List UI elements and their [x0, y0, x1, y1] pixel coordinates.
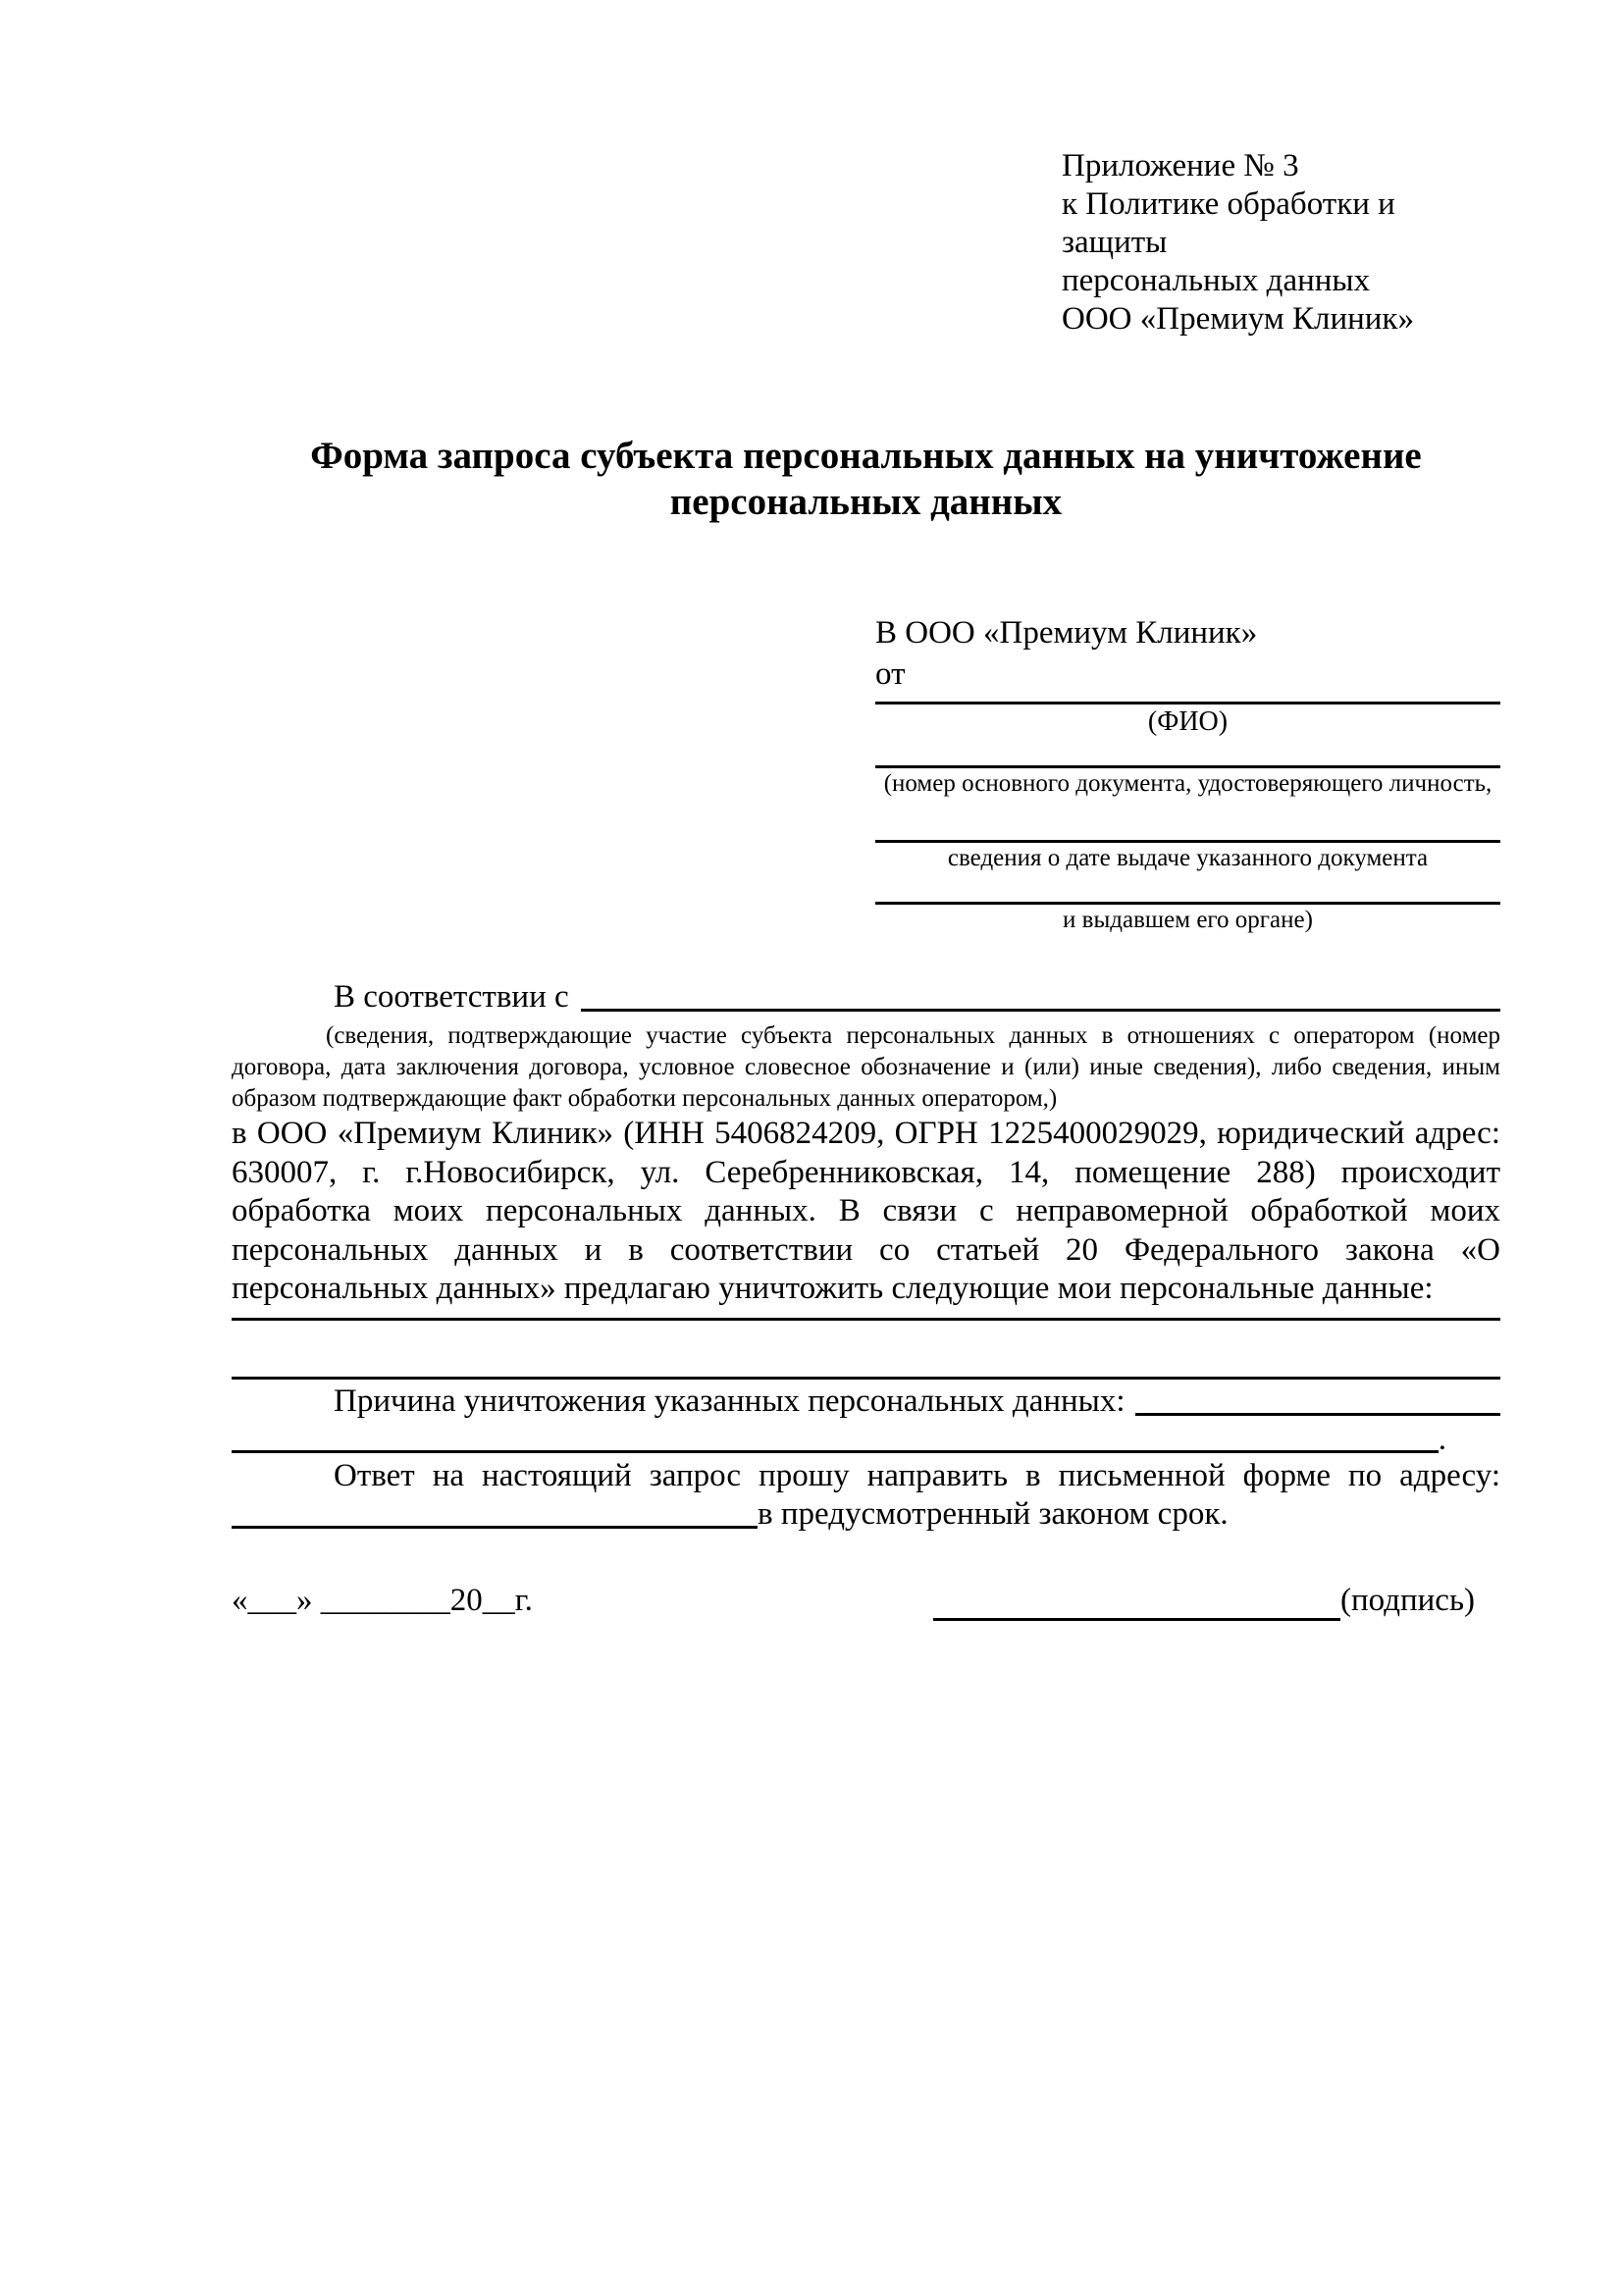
fio-caption: (ФИО) — [1147, 706, 1229, 737]
issuing-authority-field-line[interactable] — [875, 873, 1500, 905]
issue-date-caption: сведения о дате выдаче указанного документа — [947, 845, 1429, 871]
accordance-field-line[interactable] — [581, 978, 1500, 1012]
addressee-from-label: от — [875, 656, 906, 692]
personal-data-field-line-1[interactable] — [232, 1309, 1500, 1321]
addressee-block — [875, 611, 1500, 935]
reason-field-line[interactable] — [1135, 1383, 1500, 1416]
reason-continuation-row — [232, 1421, 1500, 1457]
document-number-caption: (номер основного документа, удостоверяющего личность, — [883, 770, 1492, 797]
date-signature-row — [232, 1581, 1500, 1621]
policy-reference-line-2: персональных данных — [1062, 263, 1371, 298]
address-field-line[interactable] — [232, 1495, 758, 1529]
accordance-row — [232, 978, 1500, 1017]
form-title: Форма запроса субъекта персональных данных на уничтожение персональных данных — [310, 435, 1422, 523]
personal-data-field-line-2[interactable] — [232, 1321, 1500, 1380]
row-spacer — [1236, 1495, 1500, 1534]
issuing-authority-caption: и выдавшем его органе) — [1063, 907, 1313, 933]
main-paragraph: в ООО «Премиум Клиник» (ИНН 5406824209, ОГРН 1225400029029, юридический адрес: 630007, г. г.Новосибирск, ул. Серебренниковская, 14, помещение 288) происходит обработка моих персональных данных. В связи с неправомерной обработкой моих персональных данных и в соответствии со статьей 20 Федерального закона «О персональных данных» предлагаю уничтожить следующие мои персональные данные: — [232, 1116, 1500, 1306]
document-number-field-line[interactable] — [875, 740, 1500, 768]
trailing-period: . — [1438, 1421, 1446, 1457]
response-tail: в предусмотренный законом срок. — [758, 1495, 1229, 1532]
reason-row — [232, 1383, 1500, 1421]
issue-date-field-line[interactable] — [875, 799, 1500, 843]
policy-reference-line-1: к Политике обработки и защиты — [1062, 186, 1395, 260]
signature-field-line[interactable] — [933, 1581, 1340, 1621]
accordance-note: (сведения, подтверждающие участие субъекта персональных данных в отношениях с оператором (номер договора, дата заключения договора, условное словесное обозначение и (или) иные сведения), либо сведения, иным образом подтверждающие факт обработки персональных данных оператором,) — [232, 1022, 1500, 1112]
fio-field-line[interactable] — [875, 695, 1500, 704]
reason-label: Причина уничтожения указанных персональных данных: — [334, 1383, 1126, 1419]
addressee-to: В ООО «Премиум Клиник» — [875, 615, 1258, 651]
appendix-number: Приложение № 3 — [1062, 148, 1299, 183]
organization-name: ООО «Премиум Клиник» — [1062, 301, 1414, 337]
response-address-row — [232, 1495, 1500, 1534]
accordance-label: В соответствии с — [334, 979, 569, 1015]
signature-caption: (подпись) — [1340, 1582, 1475, 1618]
response-request-line: Ответ на настоящий запрос прошу направить в письменной форме по адресу: — [334, 1457, 1500, 1493]
reason-field-line-2[interactable] — [232, 1421, 1439, 1453]
date-blank[interactable]: «___» ________20__г. — [232, 1582, 533, 1618]
appendix-header — [1062, 0, 1500, 339]
